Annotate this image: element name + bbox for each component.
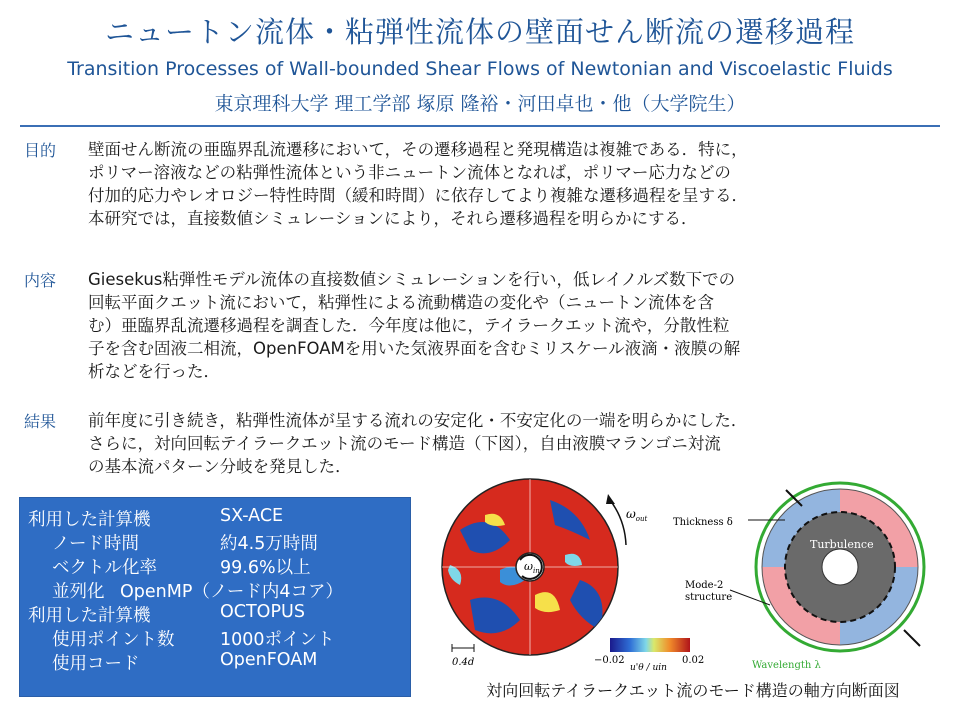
resource-row bbox=[28, 554, 410, 578]
omega-in-label: $\omega_{in}$ bbox=[524, 560, 540, 575]
mode2-label-1: Mode-2 bbox=[685, 580, 724, 591]
resource-row bbox=[28, 650, 410, 674]
resource-value: OpenFOAM bbox=[220, 650, 318, 670]
section-label-results: 結果 bbox=[24, 412, 57, 431]
purpose-line: ポリマー溶液などの粘弾性流体という非ニュートン流体となれば，ポリマー応力などの bbox=[88, 163, 731, 182]
page-title-ja: ニュートン流体・粘弾性流体の壁面せん断流の遷移過程 bbox=[104, 15, 855, 49]
content-line: 回転平面クエット流において，粘弾性による流動構造の変化や（ニュートン流体を含 bbox=[88, 293, 715, 312]
colorbar-min: −0.02 bbox=[594, 655, 625, 666]
resource-value: OpenMP（ノード内4コア） bbox=[120, 582, 344, 602]
colorbar-max: 0.02 bbox=[682, 655, 705, 666]
purpose-line: 壁面せん断流の亜臨界乱流遷移において，その遷移過程と発現構造は複雑である．特に， bbox=[88, 140, 748, 159]
turbulence-label: Turbulence bbox=[810, 538, 874, 551]
resource-key: 利用した計算機 bbox=[28, 606, 151, 626]
resource-value: 約4.5万時間 bbox=[220, 534, 318, 554]
results-line: の基本流パターン分岐を発見した． bbox=[88, 457, 352, 476]
authors: 東京理科大学 理工学部 塚原 隆裕・河田卓也・他（大学院生） bbox=[214, 93, 746, 115]
scale-bar bbox=[452, 644, 474, 668]
resource-row bbox=[28, 530, 410, 554]
resource-row bbox=[28, 506, 410, 530]
mode-schematic bbox=[673, 483, 924, 671]
section-label-content: 内容 bbox=[24, 271, 57, 290]
omega-out-label: $\omega_{out}$ bbox=[626, 507, 648, 523]
resource-key: 利用した計算機 bbox=[28, 510, 151, 530]
resource-key: 使用ポイント数 bbox=[52, 630, 175, 650]
content-line: 析などを行った． bbox=[88, 362, 220, 381]
content-line: 子を含む固液二相流，OpenFOAMを用いた気液界面を含むミリスケール液滴・液膜の解 bbox=[88, 339, 741, 358]
svg-text:0.4d: 0.4d bbox=[452, 657, 475, 668]
resource-row bbox=[28, 602, 410, 626]
mode2-label-2: structure bbox=[685, 592, 733, 603]
resource-key: ベクトル化率 bbox=[52, 558, 157, 578]
resource-row bbox=[28, 626, 410, 650]
purpose-line: 付加的応力やレオロジー特性時間（緩和時間）に依存してより複雑な遷移過程を呈する． bbox=[88, 186, 748, 205]
colorbar-label: u'θ / uin bbox=[630, 663, 667, 673]
resource-value: OCTOPUS bbox=[220, 602, 305, 622]
wavelength-label: Wavelength λ bbox=[752, 660, 821, 671]
content-line: Giesekus粘弾性モデル流体の直接数値シミュレーションを行い，低レイノルズ数下での bbox=[88, 270, 736, 289]
results-line: 前年度に引き続き，粘弾性流体が呈する流れの安定化・不安定化の一端を明らかにした． bbox=[88, 411, 748, 430]
header-divider bbox=[20, 125, 940, 127]
thickness-label: Thickness δ bbox=[673, 517, 733, 528]
colorbar bbox=[594, 638, 704, 673]
figure-caption: 対向回転テイラークエット流のモード構造の軸方向断面図 bbox=[486, 681, 900, 700]
resource-value: SX-ACE bbox=[220, 506, 284, 526]
figure-svg bbox=[430, 470, 950, 680]
resource-key: 並列化 bbox=[52, 582, 105, 602]
purpose-line: 本研究では，直接数値シミュレーションにより，それら遷移過程を明らかにする． bbox=[88, 209, 698, 228]
resource-key: 使用コード bbox=[52, 654, 140, 674]
section-label-purpose: 目的 bbox=[24, 141, 57, 160]
page-title-en: Transition Processes of Wall-bounded Shear Flows of Newtonian and Viscoelastic Fluids bbox=[67, 58, 893, 80]
resource-key: ノード時間 bbox=[52, 534, 139, 554]
simulation-cross-section bbox=[442, 479, 648, 655]
resource-row bbox=[28, 578, 410, 602]
resource-box bbox=[19, 497, 411, 697]
content-line: む）亜臨界乱流遷移過程を調査した．今年度は他に，テイラークエット流や，分散性粒 bbox=[88, 316, 730, 335]
results-line: さらに，対向回転テイラークエット流のモード構造（下図），自由液膜マランゴニ対流 bbox=[88, 434, 721, 453]
resource-value: 99.6%以上 bbox=[220, 558, 311, 578]
resource-value: 1000ポイント bbox=[220, 630, 335, 650]
